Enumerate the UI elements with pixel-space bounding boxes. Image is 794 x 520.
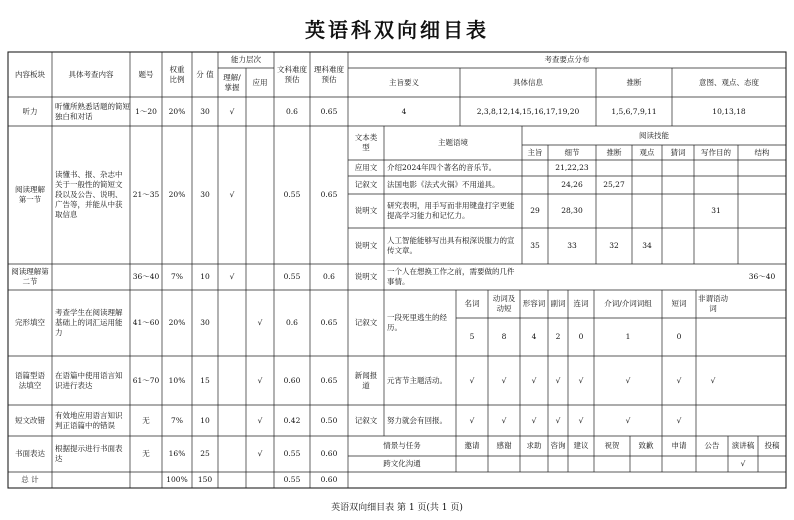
skill-infer: 推断 — [606, 147, 622, 157]
pos-header: 介词/介词词组 — [604, 299, 652, 308]
skill-guess: 猜词 — [670, 147, 686, 157]
dist-header-infer: 推断 — [626, 77, 642, 87]
writing-task: 投稿 — [764, 441, 780, 450]
grammar-mark: √ — [710, 375, 716, 385]
reading-row-cell: 21,22,23 — [555, 163, 589, 172]
cloze-diff-arts: 0.6 — [286, 318, 298, 327]
grammar-mark: √ — [469, 375, 475, 385]
reading1-section: 阅读理解第一节 — [15, 185, 45, 204]
correction-score: 10 — [200, 415, 210, 425]
dist-header-attitude: 意图、观点、态度 — [699, 77, 759, 87]
reading-row-topic: 介绍2024年四个著名的音乐节。 — [387, 163, 497, 172]
writing-qno: 无 — [142, 449, 150, 458]
correction-content: 有效地应用语言知识判正语篇中的错误 — [55, 410, 123, 430]
listening-dist-main: 4 — [401, 106, 407, 116]
skill-purpose: 写作目的 — [701, 147, 731, 157]
reading-row-cell: 33 — [567, 241, 577, 250]
grammar-genre: 新闻报道 — [354, 370, 378, 390]
listening-dist-infer: 1,5,6,7,9,11 — [611, 106, 657, 116]
listening-dist-detail: 2,3,8,12,14,15,16,17,19,20 — [476, 106, 580, 116]
total-label: 总 计 — [21, 475, 39, 484]
grammar-mark: √ — [578, 375, 584, 385]
writing-cross-mark: √ — [740, 459, 746, 468]
total-score: 150 — [197, 475, 213, 484]
writing-diff-sci: 0.60 — [320, 449, 338, 458]
writing-check: √ — [257, 449, 263, 458]
reading-row-topic: 一个人在想换工作之前，需要做的几件事情。 — [387, 267, 515, 286]
grammar-mark: √ — [555, 375, 561, 385]
pos-header: 形容词 — [522, 299, 546, 308]
reading-row-cell: 32 — [609, 241, 619, 250]
listening-weight: 20% — [168, 106, 186, 116]
reading-row-cell: 29 — [530, 206, 540, 215]
writing-task: 邀请 — [464, 441, 480, 450]
header-diff-sci: 理科难度预估 — [314, 64, 344, 84]
listening-diff-arts: 0.6 — [286, 106, 298, 116]
reading1-qno: 21～35 — [132, 190, 160, 199]
reading2-score: 10 — [200, 272, 210, 281]
writing-task: 咨询 — [550, 441, 566, 450]
reading-skill-header: 阅读技能 — [639, 130, 669, 140]
reading2-check: √ — [229, 272, 235, 281]
skill-main: 主旨 — [527, 147, 543, 157]
writing-task: 感谢 — [496, 441, 512, 450]
header-understand: 理解/掌握 — [223, 72, 241, 92]
correction-topic: 努力就会有回报。 — [387, 415, 447, 425]
pos-count: 2 — [555, 332, 561, 341]
writing-content: 根据提示进行书面表达 — [55, 444, 123, 463]
skill-detail: 细节 — [564, 147, 580, 157]
cloze-content: 考查学生在阅读理解基础上的词汇运用能力 — [55, 308, 123, 337]
grammar-section: 语篇型语法填空 — [15, 370, 45, 390]
reading-row-genre: 说明文 — [354, 241, 378, 250]
pos-count: 5 — [469, 332, 475, 341]
reading1-check: √ — [229, 190, 235, 199]
reading1-diff-arts: 0.55 — [283, 190, 301, 199]
grammar-diff-arts: 0.60 — [283, 375, 301, 385]
grammar-topic: 元宵节主题活动。 — [387, 375, 447, 385]
header-content: 具体考查内容 — [68, 69, 114, 79]
correction-mark: √ — [469, 415, 475, 425]
reading-row-topic: 研究表明，用手写而非用键盘打字更能提高学习能力和记忆力。 — [387, 201, 515, 220]
reading-genre-header: 文本类型 — [354, 133, 378, 152]
correction-qno: 无 — [142, 415, 150, 425]
pos-header: 副词 — [550, 299, 566, 308]
cloze-weight: 20% — [168, 318, 186, 327]
writing-score: 25 — [200, 449, 210, 458]
pos-header: 名词 — [464, 299, 480, 308]
reading-row-genre: 应用文 — [354, 163, 378, 172]
cloze-score: 30 — [200, 318, 210, 327]
header-dist: 考查要点分布 — [544, 55, 590, 64]
correction-mark: √ — [676, 415, 682, 425]
listening-check: √ — [229, 106, 235, 116]
listening-section: 听力 — [22, 106, 38, 116]
grammar-diff-sci: 0.65 — [320, 375, 338, 385]
pos-count: 0 — [676, 332, 682, 341]
reading-row-cell: 25,27 — [603, 180, 625, 189]
header-qno: 题号 — [138, 69, 154, 79]
reading1-score: 30 — [200, 190, 210, 199]
writing-task: 申请 — [671, 441, 687, 450]
grammar-content: 在语篇中使用语言知识进行表达 — [55, 370, 123, 390]
skill-structure: 结构 — [754, 147, 770, 157]
header-ability: 能力层次 — [231, 55, 261, 64]
correction-mark: √ — [501, 415, 507, 425]
page-footer: 英语双向细目表 第 1 页(共 1 页) — [331, 503, 463, 513]
header-weight: 权重比例 — [169, 64, 185, 84]
skill-opinion: 观点 — [639, 147, 655, 157]
grammar-mark: √ — [531, 375, 537, 385]
cloze-diff-sci: 0.65 — [320, 318, 338, 327]
correction-check: √ — [257, 415, 263, 425]
page-title: 英语科双向细目表 — [305, 18, 489, 42]
correction-mark: √ — [578, 415, 584, 425]
reading-row-genre: 说明文 — [354, 206, 378, 215]
reading-row-topic: 法国电影《法式火锅》不用道具。 — [387, 180, 500, 189]
cloze-check: √ — [257, 318, 263, 327]
writing-diff-arts: 0.55 — [283, 449, 301, 458]
header-score: 分 值 — [196, 69, 214, 79]
writing-task: 求助 — [526, 441, 542, 450]
writing-task: 公告 — [704, 441, 720, 450]
dist-header-detail: 具体信息 — [513, 77, 543, 87]
correction-genre: 记叙文 — [354, 415, 378, 425]
reading-row-cell: 24,26 — [561, 180, 583, 189]
cloze-genre: 记叙文 — [354, 318, 378, 327]
correction-diff-arts: 0.42 — [283, 415, 301, 425]
pos-count: 0 — [578, 332, 584, 341]
writing-task: 祝贺 — [604, 441, 620, 450]
correction-weight: 7% — [171, 415, 183, 425]
header-apply: 应用 — [252, 77, 268, 87]
correction-mark: √ — [531, 415, 537, 425]
grammar-score: 15 — [200, 375, 210, 385]
reading2-weight: 7% — [171, 272, 183, 281]
reading-row-cell: 35 — [530, 241, 540, 250]
listening-score: 30 — [200, 106, 210, 116]
reading-row-genre: 说明文 — [354, 272, 378, 281]
reading1-weight: 20% — [168, 190, 186, 199]
correction-mark: √ — [555, 415, 561, 425]
grammar-weight: 10% — [168, 375, 186, 385]
reading2-qno: 36～40 — [132, 272, 160, 281]
pos-header: 动词及动短 — [492, 294, 516, 313]
pos-count: 8 — [501, 332, 507, 341]
reading-row-cell: 36～40 — [748, 272, 776, 281]
correction-section: 短文改错 — [15, 415, 45, 425]
reading1-diff-sci: 0.65 — [320, 190, 338, 199]
reading1-content: 读懂书、报、杂志中关于一般性的简短文段以及公告、说明、广告等，并能从中获取信息 — [55, 170, 123, 219]
reading2-diff-arts: 0.55 — [283, 272, 301, 281]
grammar-mark: √ — [625, 375, 631, 385]
writing-task: 建议 — [573, 441, 589, 450]
grammar-qno: 61～70 — [132, 375, 160, 385]
total-diff-arts: 0.55 — [283, 475, 301, 484]
header-section: 内容板块 — [15, 69, 45, 79]
header-diff-arts: 文科难度预估 — [277, 64, 307, 84]
pos-count: 4 — [531, 332, 537, 341]
listening-qno: 1～20 — [135, 106, 157, 116]
reading2-section: 阅读理解第二节 — [11, 267, 49, 286]
dist-header-main: 主旨要义 — [389, 77, 419, 87]
pos-count: 1 — [625, 332, 631, 341]
writing-task-label: 情景与任务 — [383, 441, 421, 450]
listening-content: 听懂所熟悉话题的简短独白和对话 — [55, 101, 130, 121]
correction-mark: √ — [625, 415, 631, 425]
reading-row-cell: 28,30 — [561, 206, 583, 215]
grammar-mark: √ — [676, 375, 682, 385]
reading-row-cell: 31 — [711, 206, 721, 215]
pos-header: 短词 — [671, 299, 687, 308]
cloze-section: 完形填空 — [15, 318, 45, 327]
reading2-diff-sci: 0.6 — [323, 272, 335, 281]
listening-dist-attitude: 10,13,18 — [712, 106, 746, 116]
grammar-check: √ — [257, 375, 263, 385]
writing-weight: 16% — [168, 449, 186, 458]
writing-task: 演讲稿 — [731, 441, 755, 450]
reading-topic-header: 主题语境 — [438, 138, 468, 147]
total-diff-sci: 0.60 — [320, 475, 338, 484]
reading-row-genre: 记叙文 — [354, 180, 378, 189]
writing-task: 致歉 — [638, 441, 654, 450]
listening-diff-sci: 0.65 — [320, 106, 338, 116]
correction-diff-sci: 0.50 — [320, 415, 338, 425]
grammar-mark: √ — [501, 375, 507, 385]
writing-cross-label: 跨文化沟通 — [383, 459, 421, 468]
reading-row-topic: 人工智能能够写出具有根深说服力的宣传文章。 — [387, 236, 515, 255]
pos-header: 非谓语动词 — [698, 294, 728, 313]
writing-section: 书面表达 — [15, 449, 45, 458]
total-weight: 100% — [166, 475, 188, 484]
pos-header: 连词 — [573, 299, 589, 308]
cloze-topic: 一段死里逃生的经历。 — [387, 313, 447, 332]
reading-row-cell: 34 — [642, 241, 652, 250]
cloze-qno: 41～60 — [132, 318, 160, 327]
